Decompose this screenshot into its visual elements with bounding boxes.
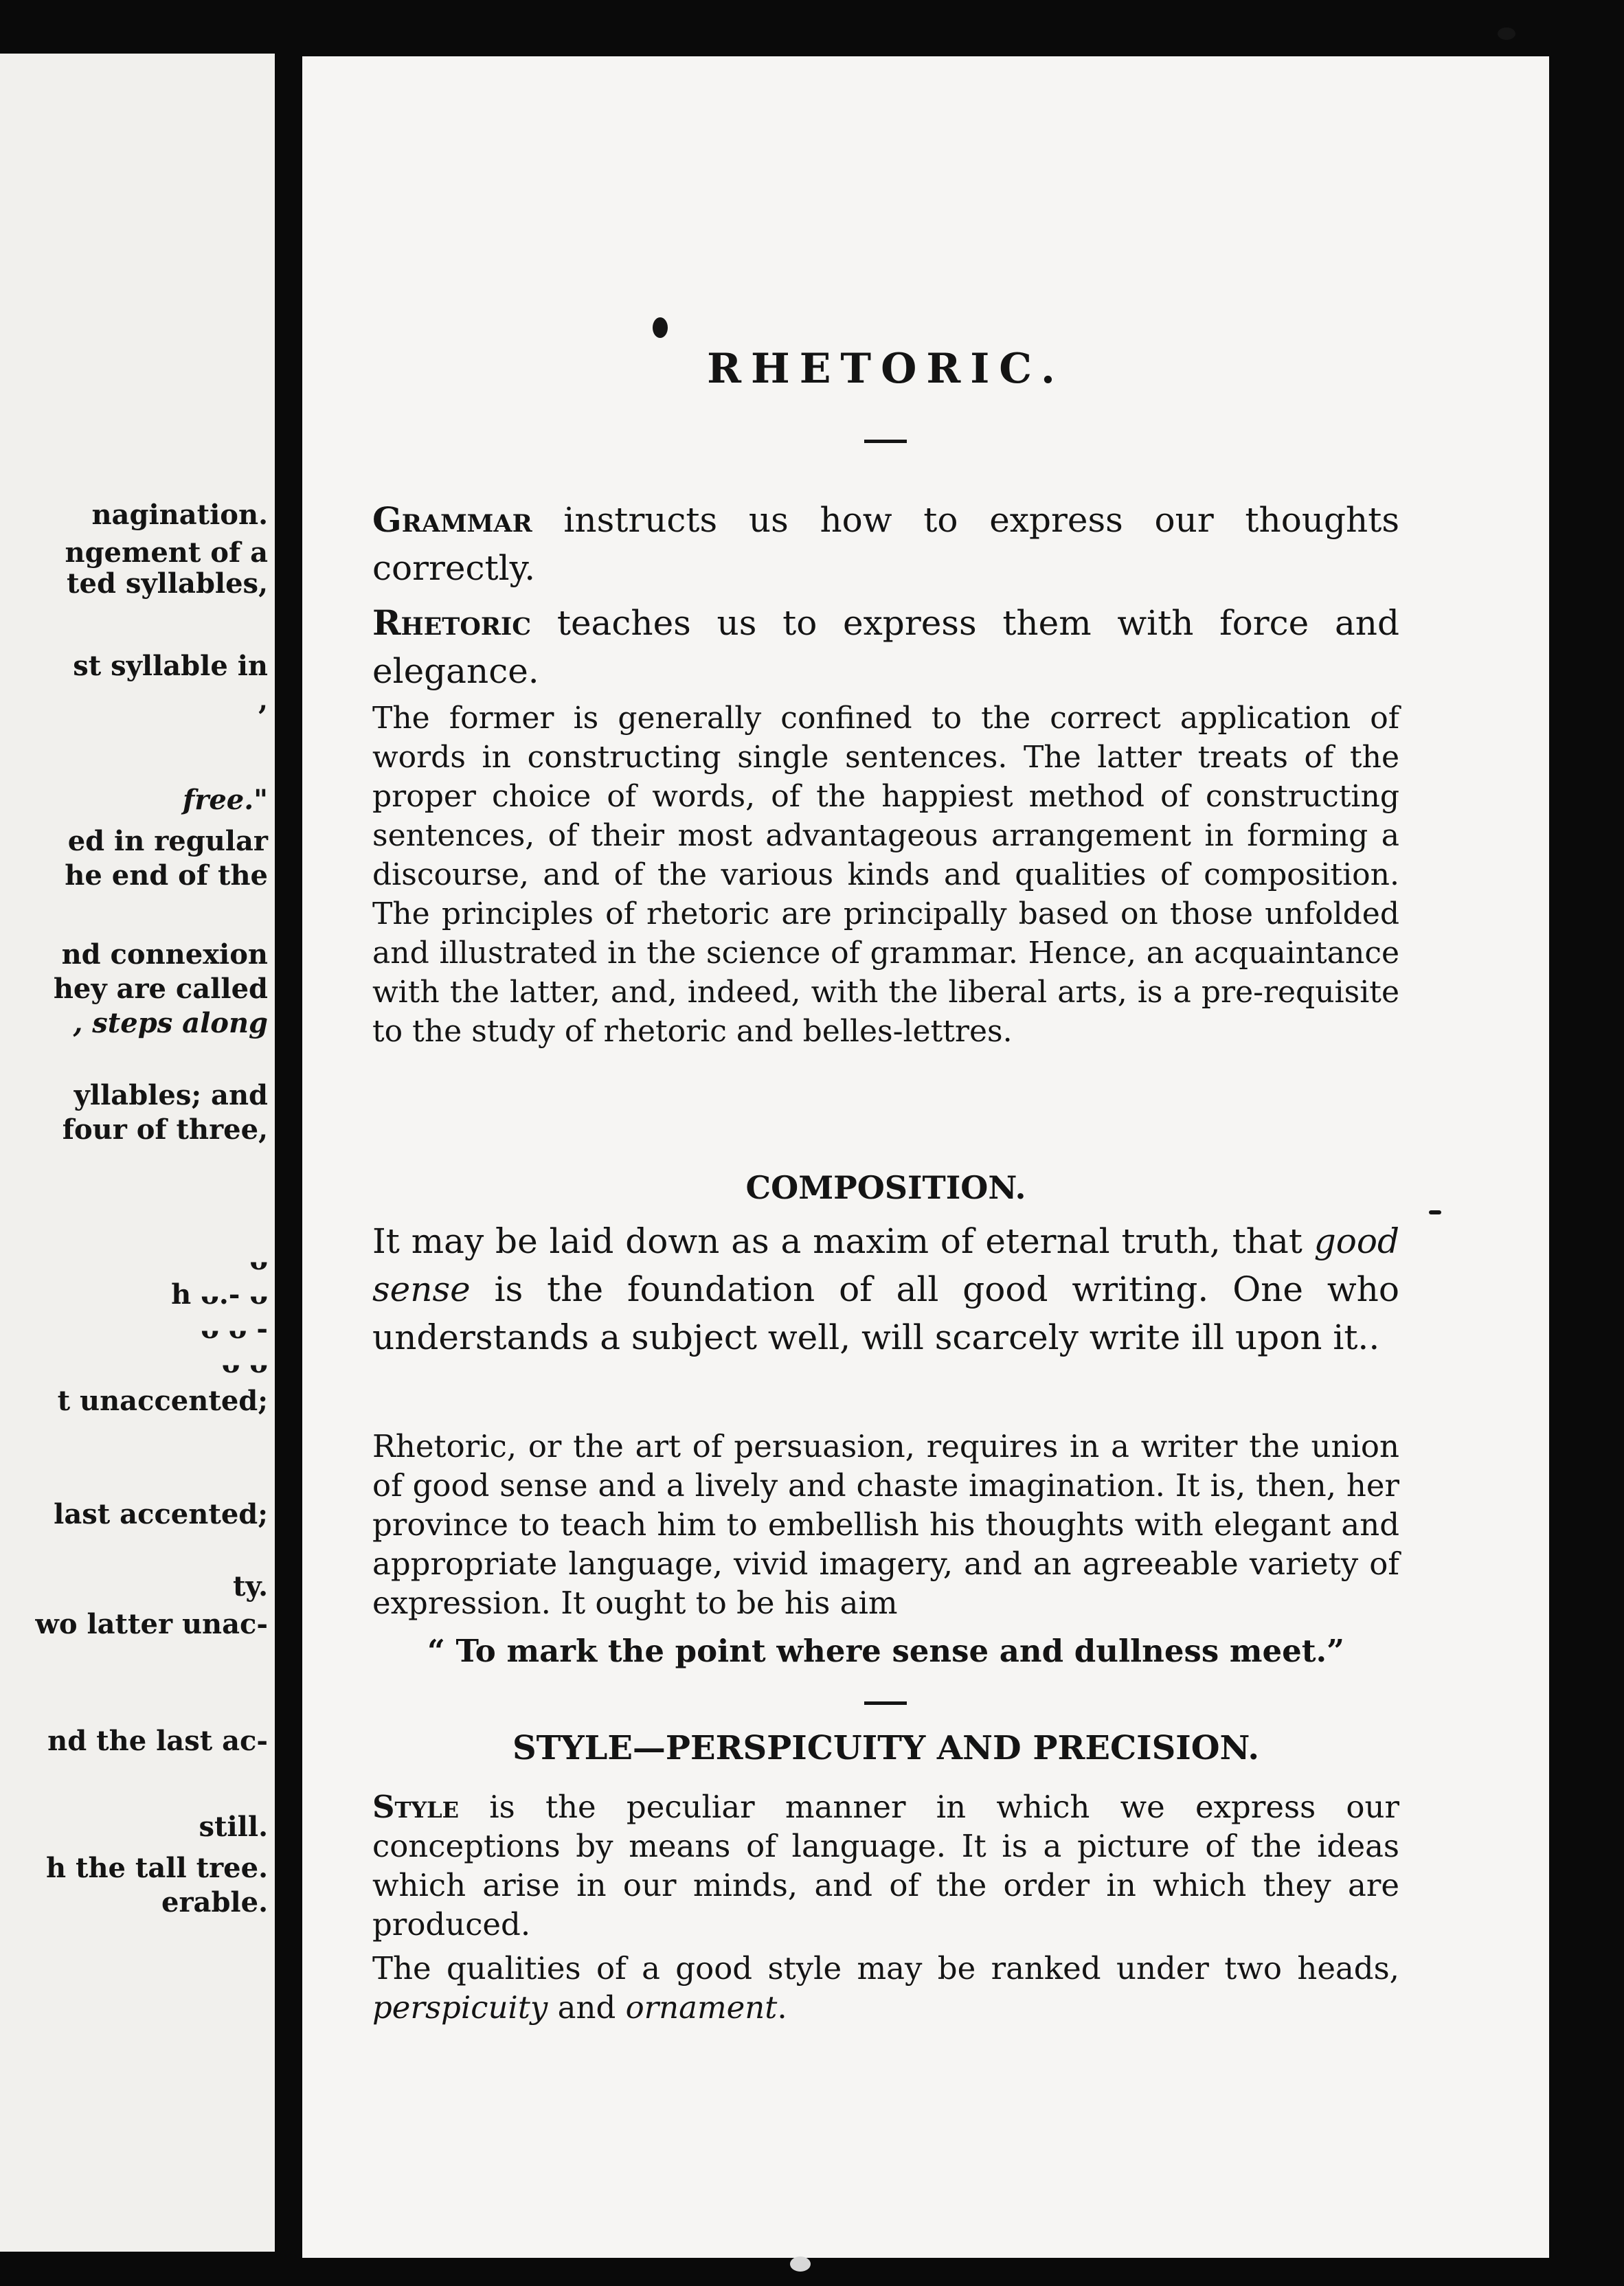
- maxim-text-end: is the foundation of all good writing. One who understands a subject well, will scarcely write ill upon it..: [372, 1269, 1399, 1357]
- ink-mark: [1429, 1210, 1441, 1214]
- quote-line: “ To mark the point where sense and dullness meet.”: [427, 1633, 1345, 1669]
- scan-speck: [1498, 27, 1515, 40]
- maxim-emphasis: good sense: [372, 1221, 1399, 1309]
- facing-page-fragment: last accented;: [54, 1498, 268, 1530]
- style-definition: is the peculiar manner in which we express our conceptions by means of language. It is a picture of the ideas which arise in our minds, and of the order in which they are produced.: [372, 1789, 1399, 1943]
- facing-page: [0, 54, 275, 2252]
- facing-page-fragment: , steps along: [73, 1007, 268, 1039]
- page-title: RHETORIC.: [707, 345, 1065, 393]
- facing-page-fragment: yllables; and: [74, 1079, 268, 1111]
- facing-page-fragment: ,: [258, 684, 268, 716]
- facing-page-fragment: erable.: [161, 1886, 268, 1919]
- facing-page-fragment: ted syllables,: [67, 567, 268, 600]
- grammar-definition: instructs us how to express our thoughts correctly.: [372, 500, 1399, 588]
- ink-blot: [653, 317, 668, 338]
- maxim-text: It may be laid down as a maxim of eternal truth, that: [372, 1221, 1314, 1261]
- facing-page-fragment: four of three,: [62, 1113, 268, 1146]
- facing-page-fragment: ᴗ: [249, 1244, 268, 1276]
- persuasion-paragraph: Rhetoric, or the art of persuasion, requires in a writer the union of good sense and a lively and chaste imagination. It is, then, her province to teach him to embellish his thoughts with elegant and appropriate language, vivid imagery, and an agreeable variety of expression. It ought to be his aim: [372, 1428, 1399, 1621]
- rhetoric-definition: teaches us to express them with force and elegance.: [372, 603, 1399, 691]
- section-rule: [864, 1701, 907, 1705]
- facing-page-fragment: ᴗ ᴗ: [221, 1347, 268, 1379]
- facing-page-fragment: ed in regular: [67, 825, 268, 857]
- qualities-and: and: [548, 1989, 626, 2026]
- facing-page-fragment: ty.: [232, 1570, 268, 1603]
- rhetoric-paragraph: [372, 599, 1399, 695]
- former-paragraph: The former is generally confined to the correct application of words in constructing single sentences. The latter treats of the proper choice of words, of the happiest method of constructing sentences, of their most advantageous arrangement in forming a discourse, and of the various kinds and qualities of composition. The principles of rhetoric are principally based on those unfolded and illustrated in the science of grammar. Hence, an acquaintance with the latter, and, indeed, with the liberal arts, is a pre-requisite to the study of rhetoric and belles-lettres.: [372, 701, 1399, 1049]
- composition-heading: COMPOSITION.: [745, 1169, 1026, 1206]
- facing-page-fragment: nagination.: [91, 499, 268, 531]
- facing-page-fragment: hey are called: [53, 973, 268, 1005]
- grammar-paragraph: [372, 496, 1399, 592]
- facing-page-fragment: st syllable in: [73, 650, 268, 682]
- grammar-term: Grammar: [372, 499, 532, 540]
- facing-page-fragment: ᴗ ᴗ -: [201, 1313, 268, 1345]
- facing-page-fragment: wo latter unac-: [35, 1608, 268, 1640]
- scan-speck: [790, 2256, 811, 2272]
- qualities-text: The qualities of a good style may be ranked under two heads,: [372, 1950, 1399, 1987]
- style-paragraph: [372, 1787, 1399, 1944]
- facing-page-fragment: h ᴗ.- ᴗ: [171, 1278, 268, 1311]
- style-term: Style: [372, 1789, 460, 1825]
- book-page: [302, 56, 1549, 2258]
- qualities-end: .: [777, 1989, 787, 2026]
- ornament-term: ornament: [625, 1989, 778, 2026]
- facing-page-fragment: nd the last ac-: [47, 1725, 268, 1757]
- rhetoric-term: Rhetoric: [372, 602, 532, 643]
- title-rule: [864, 440, 907, 443]
- facing-page-fragment: still.: [199, 1811, 268, 1843]
- facing-page-fragment: t unaccented;: [57, 1385, 268, 1417]
- facing-page-fragment: he end of the: [65, 859, 268, 892]
- maxim-paragraph: [372, 1217, 1399, 1361]
- facing-page-fragment: ngement of a: [65, 536, 268, 569]
- perspicuity-term: perspicuity: [372, 1989, 548, 2026]
- facing-page-fragment: nd connexion: [61, 938, 268, 971]
- style-heading: STYLE—PERSPICUITY AND PRECISION.: [512, 1729, 1260, 1767]
- qualities-paragraph: [372, 1949, 1399, 2027]
- facing-page-fragment: free.": [183, 784, 268, 816]
- facing-page-fragment: h the tall tree.: [45, 1852, 268, 1884]
